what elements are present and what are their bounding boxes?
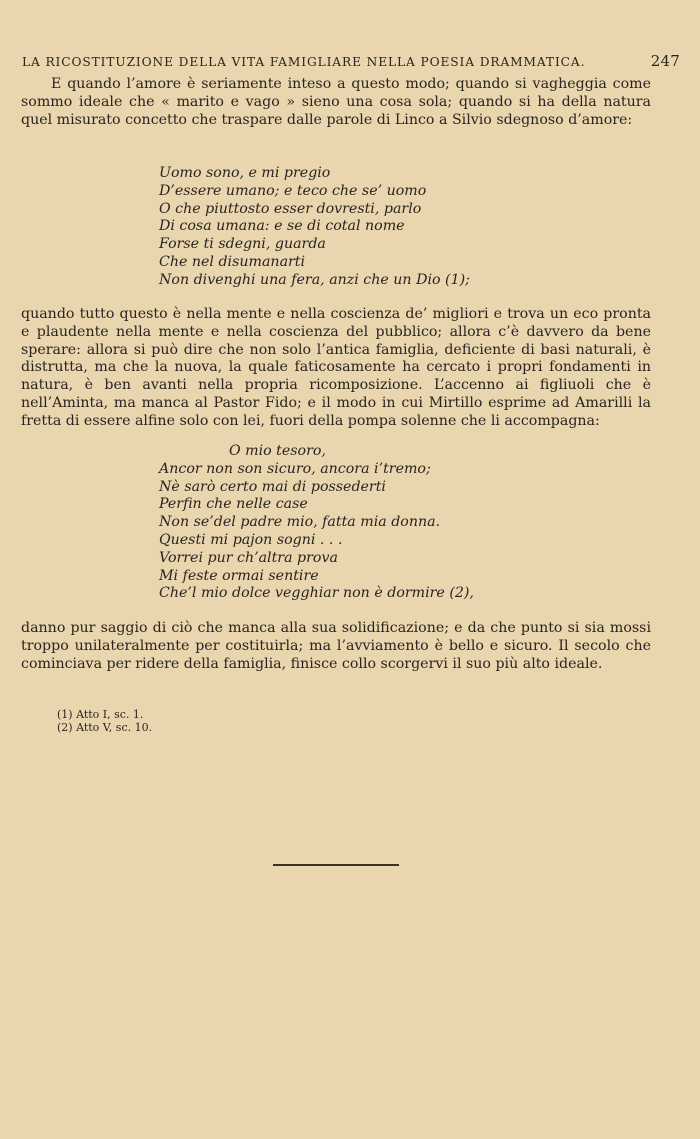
footnotes bbox=[57, 708, 152, 734]
paragraph-3: danno pur saggio di ciò che manca alla sua solidificazione; e da che punto si sia mossi troppo unilateralmente per costituirla; ma l’avviamento è bello e sicuro. Il secolo che cominciava per ridere della famiglia, finisce collo scorgervi il suo più alto ideale. bbox=[21, 620, 651, 672]
verse-line: Uomo sono, e mi pregio bbox=[159, 165, 331, 181]
verse-line: Vorrei pur ch’altra prova bbox=[159, 549, 338, 566]
end-rule bbox=[273, 864, 399, 866]
verse-line: Di cosa umana: e se di cotal nome bbox=[159, 218, 405, 235]
running-header bbox=[22, 52, 680, 70]
paragraph-1: E quando l’amore è seriamente inteso a questo modo; quando si vagheggia come sommo ideale che « marito e vago » sieno una cosa sola; quando si ha della natura quel misurato concetto che traspare dalle parole di Linco a Silvio sdegnoso d’amore: bbox=[21, 76, 651, 128]
verse-line: Non se’del padre mio, fatta mia donna. bbox=[159, 514, 441, 531]
verse-line: Perfin che nelle case bbox=[159, 496, 308, 513]
verse-line: Ancor non son sicuro, ancora i’tremo; bbox=[159, 460, 431, 477]
verse-line: O mio tesoro, bbox=[229, 443, 326, 459]
verse-line: D’essere umano; e teco che se’ uomo bbox=[159, 182, 427, 199]
footnote: (2) Atto V, sc. 10. bbox=[57, 721, 153, 734]
verse-quote-1 bbox=[159, 165, 470, 290]
verse-line: Mi feste ormai sentire bbox=[159, 567, 319, 584]
verse-line: O che piuttosto esser dovresti, parlo bbox=[159, 200, 422, 217]
verse-quote-2 bbox=[159, 443, 474, 603]
verse-line: Nè sarò certo mai di possederti bbox=[159, 478, 386, 495]
verse-line: Questi mi pajon sogni . . . bbox=[159, 531, 343, 548]
verse-line: Che nel disumanarti bbox=[159, 253, 306, 270]
running-title: LA RICOSTITUZIONE DELLA VITA FAMIGLIARE NELLA POESIA DRAMMATICA. bbox=[22, 55, 586, 69]
footnote: (1) Atto I, sc. 1. bbox=[57, 708, 144, 721]
paragraph-2: quando tutto questo è nella mente e nella coscienza de’ migliori e trova un eco pronta e plaudente nella mente e nella coscienza del pubblico; allora c’è davvero da bene sperare: allora si può dire che non solo l’antica famiglia, deficiente di basi naturali, è distrutta, ma che la nuova, la quale faticosamente ha cercato i propri fondamenti in natura, è ben avanti nella propria ricomposizione. L’accenno ai figliuoli che è nell’Aminta, ma manca al Pastor Fido; e il modo in cui Mirtillo esprime ad Amarilli la fretta di essere alfine solo con lei, fuori della pompa solenne che li accompagna: bbox=[21, 306, 651, 429]
page-number: 247 bbox=[650, 52, 680, 70]
verse-line: Forse ti sdegni, guarda bbox=[159, 236, 326, 253]
verse-line: Non divenghi una fera, anzi che un Dio (1); bbox=[159, 271, 470, 288]
verse-line: Che’l mio dolce vegghiar non è dormire (2), bbox=[159, 585, 474, 602]
